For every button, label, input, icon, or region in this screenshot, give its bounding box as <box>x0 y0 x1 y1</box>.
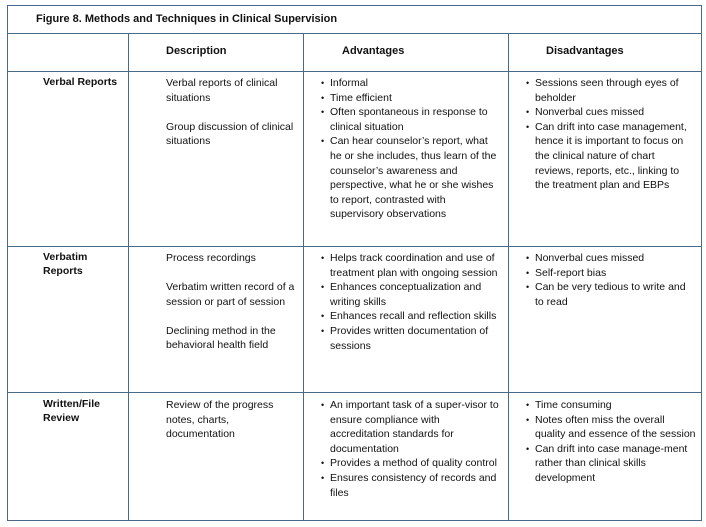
disadvantage-item: • Can drift into case management, hence it is important to focus on the clinical nature of chart reviews, reports, etc., linking to the treatment plan and EBPs <box>526 120 696 193</box>
disadvantage-item: • Can be very tedious to write and to read <box>526 280 696 309</box>
row-divider <box>8 392 701 393</box>
column-divider <box>128 34 129 520</box>
disadvantages-list <box>526 76 696 193</box>
row-divider <box>8 246 701 247</box>
row-label-verbatim-reports: Verbatim Reports <box>43 251 88 277</box>
disadvantage-item: • Nonverbal cues missed <box>526 251 696 266</box>
advantage-item: • Provides written documentation of sessions <box>321 324 501 353</box>
header-advantages: Advantages <box>342 45 405 57</box>
column-divider <box>508 34 509 520</box>
advantage-item: • Helps track coordination and use of treatment plan with ongoing session <box>321 251 501 280</box>
description-item: Group discussion of clinical situations <box>166 120 294 147</box>
disadvantages-list <box>526 398 696 486</box>
disadvantage-item: • Notes often miss the overall quality and essence of the session <box>526 413 696 442</box>
advantages-list <box>321 398 501 500</box>
description-item: Verbatim written record of a session or part of session <box>166 281 295 308</box>
figure-title: Figure 8. Methods and Techniques in Clinical Supervision <box>8 6 701 34</box>
advantage-item: • Provides a method of quality control <box>321 456 501 471</box>
header-description: Description <box>166 45 227 57</box>
row-description <box>166 251 298 353</box>
advantage-item: • Time efficient <box>321 91 501 106</box>
advantage-item: • Often spontaneous in response to clinical situation <box>321 105 501 134</box>
description-item: Process recordings <box>166 252 256 264</box>
advantage-item: • Ensures consistency of records and files <box>321 471 501 500</box>
disadvantages-list <box>526 251 696 309</box>
disadvantage-item: • Nonverbal cues missed <box>526 105 696 120</box>
row-divider <box>8 71 701 72</box>
advantages-list <box>321 251 501 353</box>
row-description <box>166 398 298 442</box>
disadvantage-item: • Self-report bias <box>526 266 696 281</box>
disadvantage-item: • Can drift into case manage-ment rather than clinical skills development <box>526 442 696 486</box>
row-label-written-file-review: Written/File Review <box>43 398 100 424</box>
description-item: Review of the progress notes, charts, documentation <box>166 399 274 440</box>
advantage-item: • Enhances conceptualization and writing skills <box>321 280 501 309</box>
advantage-item: • An important task of a super-visor to ensure compliance with accreditation standards for documentation <box>321 398 501 456</box>
column-divider <box>303 34 304 520</box>
advantage-item: • Can hear counselor’s report, what he or she includes, thus learn of the counselor’s awareness and perspective, what he or she wishes to report, contrasted with supervisory observations <box>321 134 501 222</box>
row-description <box>166 76 298 149</box>
advantage-item: • Informal <box>321 76 501 91</box>
header-disadvantages: Disadvantages <box>546 45 624 57</box>
row-label-verbal-reports: Verbal Reports <box>43 76 118 88</box>
disadvantage-item: • Sessions seen through eyes of beholder <box>526 76 696 105</box>
description-item: Verbal reports of clinical situations <box>166 77 278 104</box>
description-item: Declining method in the behavioral health field <box>166 324 276 351</box>
figure-table <box>7 5 702 521</box>
disadvantage-item: • Time consuming <box>526 398 696 413</box>
advantage-item: • Enhances recall and reflection skills <box>321 309 501 324</box>
advantages-list <box>321 76 501 222</box>
